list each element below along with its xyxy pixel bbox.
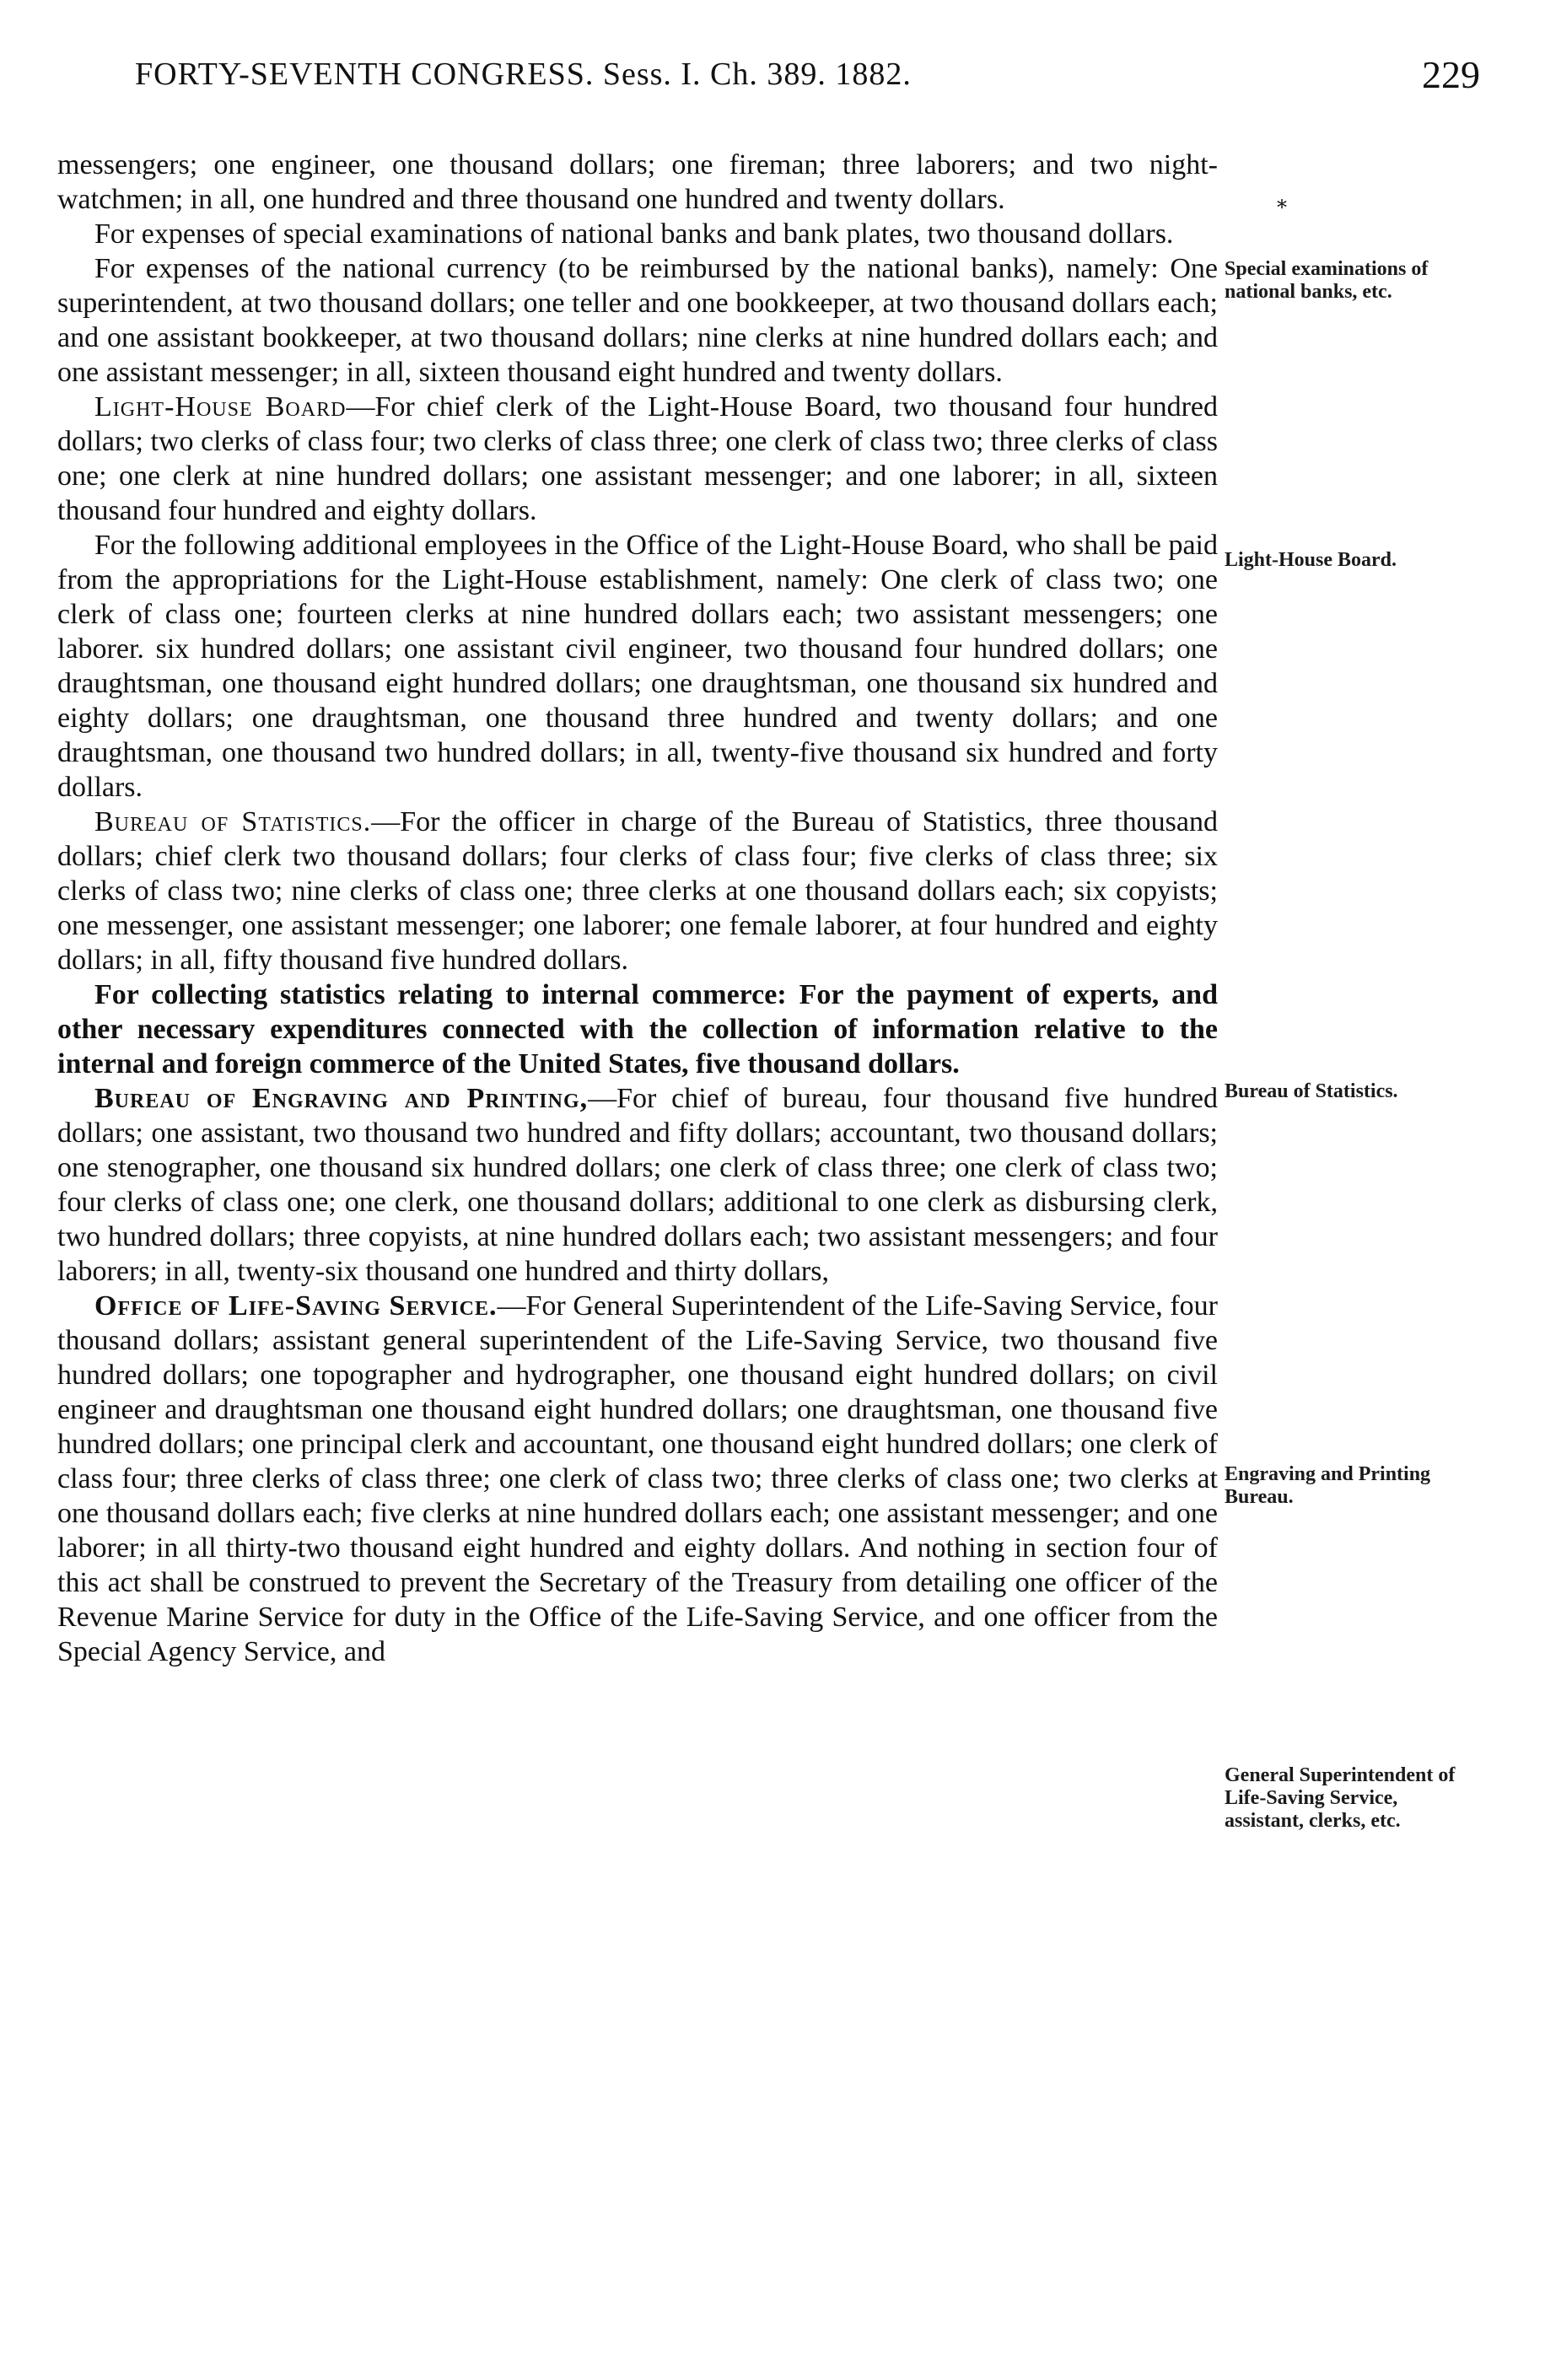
paragraph-light-house-board bbox=[57, 390, 1218, 528]
section-heading-engraving: Bureau of Engraving and Printing, bbox=[94, 1083, 589, 1114]
paragraph-statistics-text: —For the officer in charge of the Bureau of Statistics, three thousand dollars; chief clerk two thousand dollars; four clerks of class four; five clerks of class three; six clerks of class two; nine clerks of class one; three clerks at one thousand dollars each; six copyists; one messenger, one assistant messenger; one laborer; one female laborer, at four hundred and eighty dollars; in all, fifty thousand five hundred dollars. bbox=[57, 806, 1218, 976]
paragraph-engraving-text: —For chief of bureau, four thousand five hundred dollars; one assistant, two thousand two hundred and fifty dollars; accountant, two thousand dollars; one stenographer, one thousand six hundred dollars; one clerk of class three; one clerk of class two; four clerks of class one; one clerk, one thousand dollars; additional to one clerk as disbursing clerk, two hundred dollars; three copyists, at nine hundred dollars each; two assistant messengers; and four laborers; in all, twenty-six thousand one hundred and thirty dollars, bbox=[57, 1083, 1218, 1287]
stray-mark: * bbox=[1277, 196, 1287, 219]
paragraph-engraving-printing bbox=[57, 1081, 1218, 1289]
section-heading-statistics: Bureau of Statistics. bbox=[94, 806, 372, 837]
page-header bbox=[135, 53, 1480, 106]
margin-note-engraving: Engraving and Printing Bureau. bbox=[1225, 1463, 1431, 1508]
paragraph-life-saving bbox=[57, 1289, 1218, 1669]
body-text bbox=[57, 148, 1218, 1669]
paragraph-internal-commerce: For collecting statistics relating to internal commerce: For the payment of experts, and other necessary expenditures connected with the collection of information relative to the internal and foreign commerce of the United States, five thousand dollars. bbox=[57, 979, 1218, 1080]
paragraph-life-saving-text: —For General Superintendent of the Life-Saving Service, four thousand dollars; assistant general superintendent of the Life-Saving Service, two thousand five hundred dollars; one topographer and hydrographer, one thousand eight hundred dollars; on civil engineer and draughtsman one thousand eight hundred dollars; one draughtsman, one thousand five hundred dollars; one principal clerk and accountant, one thousand eight hundred dollars; one clerk of class four; three clerks of class three; one clerk of class two; three clerks of class one; two clerks at one thousand dollars each; five clerks at nine hundred dollars each; one assistant messenger; and one laborer; in all thirty-two thousand eight hundred and eighty dollars. And nothing in section four of this act shall be construed to prevent the Secretary of the Treasury from detailing one officer of the Revenue Marine Service for duty in the Office of the Life-Saving Service, and one officer from the Special Agency Service, and bbox=[57, 1290, 1218, 1667]
paragraph-special-examinations: For expenses of special examinations of national banks and bank plates, two thousand dollars. bbox=[94, 218, 1174, 250]
margin-note-special-examinations: Special examinations of national banks, etc. bbox=[1225, 258, 1429, 303]
page-number: 229 bbox=[1422, 53, 1480, 96]
section-heading-life-saving: Office of Life-Saving Service. bbox=[94, 1290, 498, 1322]
margin-note-life-saving: General Superintendent of Life-Saving Service, assistant, clerks, etc. bbox=[1225, 1764, 1456, 1832]
paragraph-light-house-text: —For chief clerk of the Light-House Board, two thousand four hundred dollars; two clerks of class four; two clerks of class three; one clerk of class two; three clerks of class one; one clerk at nine hundred dollars; one assistant messenger; and one laborer; in all, sixteen thousand four hundred and eighty dollars. bbox=[57, 391, 1218, 526]
paragraph-messengers: messengers; one engineer, one thousand dollars; one fireman; three laborers; and two night-watchmen; in all, one hundred and three thousand one hundred and twenty dollars. bbox=[57, 149, 1218, 215]
section-heading-light-house: Light-House Board bbox=[94, 391, 347, 423]
margin-note-statistics: Bureau of Statistics. bbox=[1225, 1080, 1398, 1102]
margin-note-light-house: Light-House Board. bbox=[1225, 549, 1397, 571]
paragraph-bureau-of-statistics bbox=[57, 805, 1218, 977]
running-head: FORTY-SEVENTH CONGRESS. Sess. I. Ch. 389. 1882. bbox=[135, 57, 912, 92]
paragraph-national-currency: For expenses of the national currency (to be reimbursed by the national banks), namely: One superintendent, at two thousand dollars; one teller and one bookkeeper, at two thousand dollars each; and one assistant bookkeeper, at two thousand dollars; nine clerks at nine hundred dollars each; and one assistant messenger; in all, sixteen thousand eight hundred and twenty dollars. bbox=[57, 253, 1218, 388]
paragraph-additional-employees: For the following additional employees in the Office of the Light-House Board, who shall be paid from the appropriations for the Light-House establishment, namely: One clerk of class two; one clerk of class one; fourteen clerks at nine hundred dollars each; two assistant messengers; one laborer. six hundred dollars; one assistant civil engineer, two thousand four hundred dollars; one draughtsman, one thousand eight hundred dollars; one draughtsman, one thousand six hundred and eighty dollars; one draughtsman, one thousand three hundred and twenty dollars; and one draughtsman, one thousand two hundred dollars; in all, twenty-five thousand six hundred and forty dollars. bbox=[57, 530, 1218, 803]
